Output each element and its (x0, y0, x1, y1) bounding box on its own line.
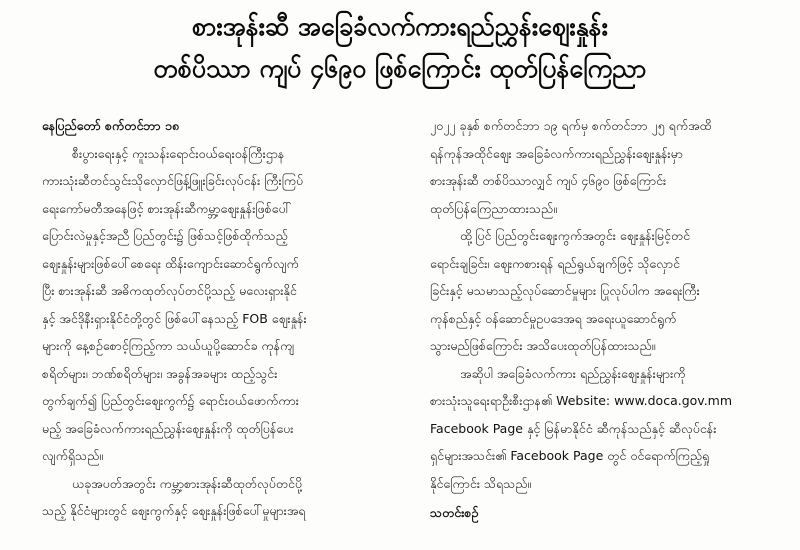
body-line: ၂၀၂၂ ခုနှစ် စက်တင်ဘာ ၁၉ ရက်မှ စက်တင်ဘာ ၂၅ ရက်အထိ (430, 118, 712, 133)
right-column (430, 112, 800, 550)
body-line: ခြင်းနှင့် မသမာသည့်လုပ်ဆောင်မှုများ ပြုလုပ်ပါက အရေးကြီး (430, 283, 700, 298)
body-line: ကားသုံးဆီတင်သွင်းသိုလှောင်ဖြန့်ဖြူးခြင်းလုပ်ငန်း ကြီးကြပ် (42, 173, 304, 188)
body-line: စားသုံးသူရေးရာဦးစီးဌာန၏ Website: www.doca.gov.mm (430, 393, 733, 408)
byline: သတင်းစဉ် (430, 505, 479, 520)
body-line: Facebook Page နှင့် မြန်မာနိုင်ငံ ဆီကုန်သည်နှင့် ဆီလုပ်ငန်း (430, 420, 717, 436)
body-line: နိုင်ကြောင်း သိရသည်။ (430, 475, 532, 491)
body-line: များကို နေ့စဉ်စောင့်ကြည့်ကာ သယ်ယူပို့ဆောင်ခ ကုန်ကျ (42, 338, 295, 353)
body-line: ရောင်းချခြင်း၊ ဈေးကစားရန် ရည်ရွယ်ချက်ဖြင့် သိုလှောင် (430, 255, 680, 271)
body-line: စရိတ်များ၊ ဘဏ်စရိတ်များ၊ အခွန်အခများ ထည့်သွင်း (42, 365, 278, 381)
body-line: ထို့ပြင် ပြည်တွင်းဈေးကွက်အတွင်း ဈေးနှုန်းမြင့်တင် (460, 228, 691, 243)
body-line: ပြီး စားအုန်းဆီ အဓိကထုတ်လုပ်တင်ပို့သည့် မလေးရှားနိုင် (42, 283, 297, 298)
headline (0, 0, 800, 90)
body-line: တွက်ချက်၍ ပြည်တွင်းဈေးကွက်၌ ရောင်းဝယ်ဖောက်ကား (42, 393, 299, 408)
body-line: ထုတ်ပြန်ကြေညာထားသည်။ (430, 200, 557, 216)
body-line: ကုန်စည်နှင့် ဝန်ဆောင်မှုဥပဒေအရ အရေးယူဆောင်ရွက် (430, 310, 677, 326)
body-line: ယခုအပတ်အတွင်း ကမ္ဘာ့စားအုန်းဆီထုတ်လုပ်တင်ပို့ (72, 475, 303, 491)
body-line: စီးပွားရေးနှင့် ကူးသန်းရောင်းဝယ်ရေးဝန်ကြီးဌာန (72, 145, 285, 161)
article-body (42, 112, 800, 550)
body-line: ပြောင်းလဲမှုနှင့်အညီ ပြည်တွင်း၌ ဖြစ်သင့်ဖြစ်ထိုက်သည့် (42, 228, 288, 243)
headline-line-1: စားအုန်းဆီ အခြေခံလက်ကားရည်ညွှန်းဈေးနှုန်း (192, 12, 608, 41)
body-line: နှင့် အင်ဒိုနီးရှားနိုင်ငံတို့တွင် ဖြစ်ပေါ်နေသည့် FOB ဈေးနှုန်း (42, 310, 307, 326)
body-line: လျက်ရှိသည်။ (42, 448, 104, 463)
body-line: အဆိုပါ အခြေခံလက်ကား ရည်ညွှန်းဈေးနှုန်းများကို (460, 365, 686, 381)
headline-line-2: တစ်ပိဿာ ကျပ် ၄၆၉၀ ဖြစ်ကြောင်း ထုတ်ပြန်ကြေညာ (153, 54, 647, 83)
body-line: သွားမည်ဖြစ်ကြောင်း အသိပေးထုတ်ပြန်ထားသည်။ (430, 338, 656, 353)
body-line: ရေးကော်မတီအနေဖြင့် စားအုန်းဆီကမ္ဘာ့ဈေးနှုန်းဖြစ်ပေါ် (42, 200, 292, 216)
body-line: ဈေးနှုန်းများဖြစ်ပေါ်စေရေး ထိန်းကျောင်းဆောင်ရွက်လျက် (42, 255, 299, 271)
body-line: မည့် အခြေခံလက်ကားရည်ညွှန်းဈေးနှုန်းကို ထုတ်ပြန်ပေး (42, 420, 294, 436)
body-line: ရန်ကုန်အထိုင်ဈေး အခြေခံလက်ကားရည်ညွှန်းဈေးနှုန်းမှာ (430, 145, 683, 161)
left-column (42, 112, 412, 550)
body-line: စားအုန်းဆီ တစ်ပိဿာလျှင် ကျပ် ၄၆၉၀ ဖြစ်ကြောင်း (430, 173, 667, 188)
body-line: သည့် နိုင်ငံများတွင် ဈေးကွက်နှင့် ဈေးနှုန်းဖြစ်ပေါ်မှုများအရ (42, 503, 306, 518)
dateline: နေပြည်တော် စက်တင်ဘာ ၁၈ (42, 118, 180, 133)
body-line: ရှင်များအသင်း၏ Facebook Page တွင် ဝင်ရောက်ကြည့်ရှု (430, 448, 710, 463)
